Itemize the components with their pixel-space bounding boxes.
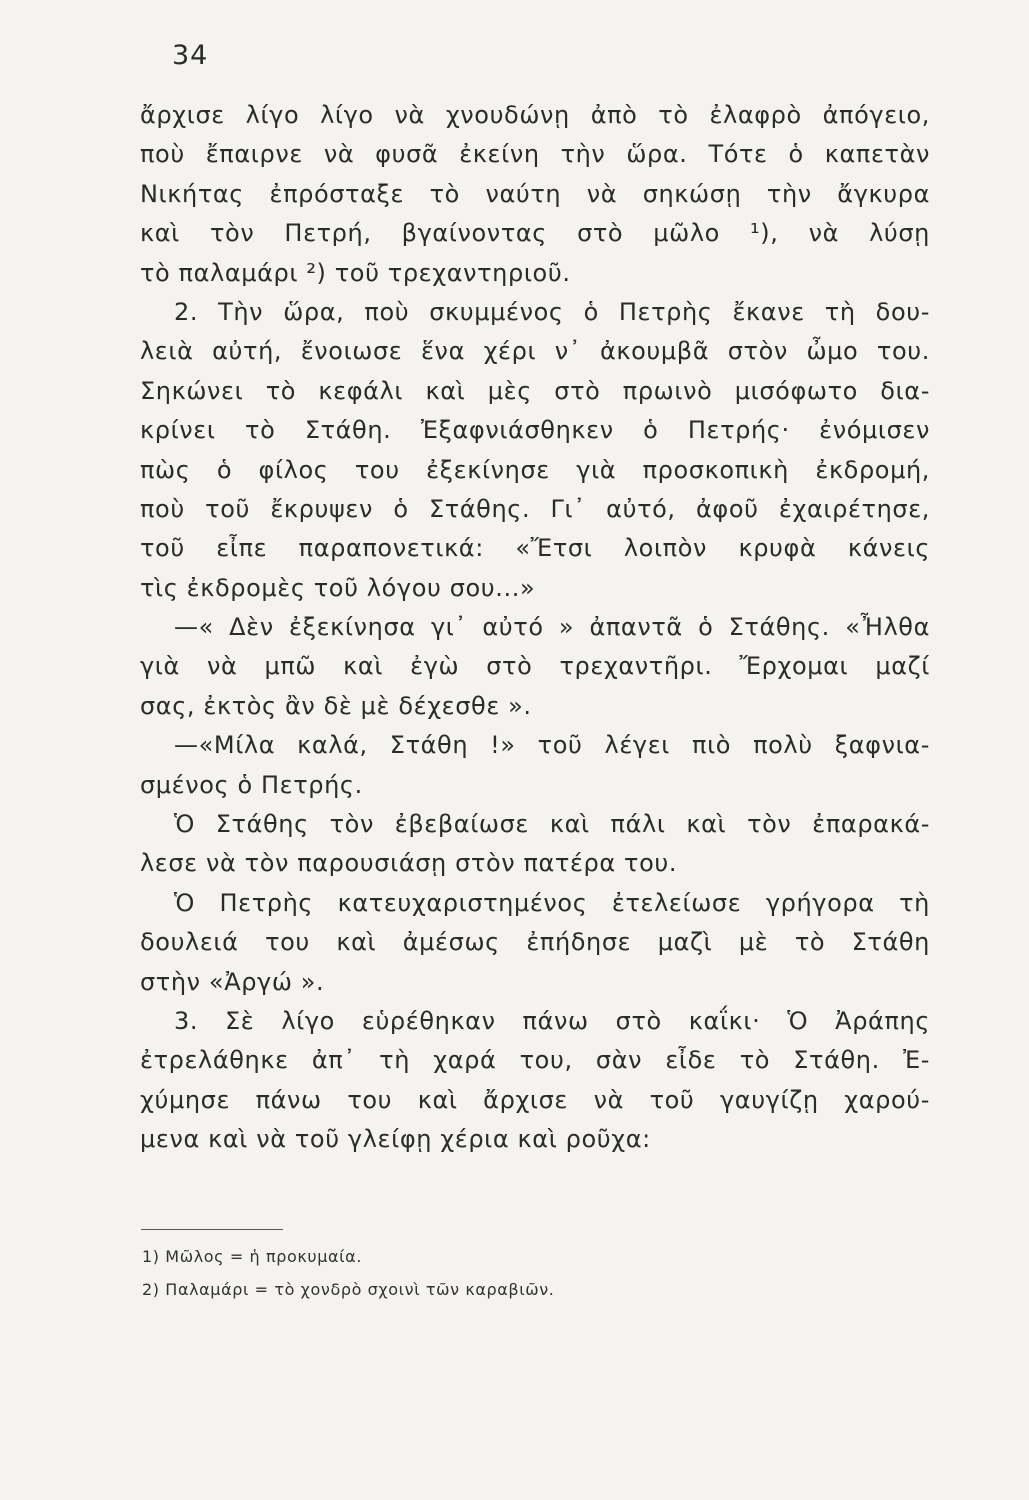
footnote: 1) Μῶλος = ἡ προκυμαία. [142,1247,363,1266]
body-text [140,96,930,1160]
text-line: ποὺ τοῦ ἔκρυψεν ὁ Στάθης. Γι᾿ αὐτό, ἀφοῦ ἐχαιρέτησε, [140,494,930,523]
footnote-divider [141,1229,283,1230]
text-line: μενα καὶ νὰ τοῦ γλείφῃ χέρια καὶ ροῦχα: [140,1125,651,1154]
page-number: 34 [172,40,209,71]
text-line: κρίνει τὸ Στάθη. Ἐξαφνιάσθηκεν ὁ Πετρής· ἐνόμισεν [140,416,930,445]
text-line: σας, ἐκτὸς ἂν δὲ μὲ δέχεσθε ». [140,691,532,720]
text-line: ποὺ ἔπαιρνε νὰ φυσᾶ ἐκείνη τὴν ὥρα. Τότε ὁ καπετὰν [140,140,930,169]
text-line: πὼς ὁ φίλος του ἐξεκίνησε γιὰ προσκοπικὴ ἐκδρομή, [140,455,930,484]
text-line: λειὰ αὐτή, ἔνοιωσε ἕνα χέρι ν᾿ ἀκουμβᾶ στὸν ὦμο του. [140,337,930,366]
text-line: 2. Τὴν ὥρα, ποὺ σκυμμένος ὁ Πετρὴς ἔκανε τὴ δου- [174,297,930,326]
text-line: δουλειά του καὶ ἀμέσως ἐπήδησε μαζὶ μὲ τὸ Στάθη [140,928,930,957]
footnotes [142,1240,554,1306]
text-line: Σηκώνει τὸ κεφάλι καὶ μὲς στὸ πρωινὸ μισόφωτο δια- [140,376,930,405]
text-line: Ὁ Πετρὴς κατευχαριστημένος ἐτελείωσε γρήγορα τὴ [174,888,930,917]
text-line: καὶ τὸν Πετρή, βγαίνοντας στὸ μῶλο ¹), νὰ λύσῃ [140,219,930,248]
text-line: 3. Σὲ λίγο εὑρέθηκαν πάνω στὸ καΐκι· Ὁ Ἀράπης [174,1006,930,1035]
text-line: ἐτρελάθηκε ἀπ᾿ τὴ χαρά του, σὰν εἶδε τὸ Στάθη. Ἐ- [140,1046,930,1075]
text-line: σμένος ὁ Πετρής. [140,770,363,799]
text-line: —« Δὲν ἐξεκίνησα γι᾿ αὐτό » ἀπαντᾶ ὁ Στάθης. «Ἦλθα [174,613,930,642]
text-line: λεσε νὰ τὸν παρουσιάσῃ στὸν πατέρα του. [140,849,678,878]
text-line: γιὰ νὰ μπῶ καὶ ἐγὼ στὸ τρεχαντῆρι. Ἔρχομαι μαζί [140,652,930,681]
text-line: Νικήτας ἐπρόσταξε τὸ ναύτη νὰ σηκώσῃ τὴν ἄγκυρα [140,179,930,208]
text-line: Ὁ Στάθης τὸν ἐβεβαίωσε καὶ πάλι καὶ τὸν ἐπαρακά- [174,810,930,839]
footnote: 2) Παλαμάρι = τὸ χονδρὸ σχοινὶ τῶν καραβιῶν. [142,1280,555,1299]
text-line: ἄρχισε λίγο λίγο νὰ χνουδώνῃ ἀπὸ τὸ ἐλαφρὸ ἀπόγειο, [140,101,930,129]
text-line: —«Μίλα καλά, Στάθη !» τοῦ λέγει πιὸ πολὺ ξαφνια- [174,731,930,760]
text-line: στὴν «Ἀργώ ». [140,967,325,996]
text-line: τοῦ εἶπε παραπονετικά: «Ἔτσι λοιπὸν κρυφὰ κάνεις [140,534,930,563]
text-line: τὶς ἐκδρομὲς τοῦ λόγου σου...» [140,573,536,602]
text-line: τὸ παλαμάρι ²) τοῦ τρεχαντηριοῦ. [140,258,571,287]
text-line: χύμησε πάνω του καὶ ἄρχισε νὰ τοῦ γαυγίζῃ χαρού- [140,1085,930,1114]
